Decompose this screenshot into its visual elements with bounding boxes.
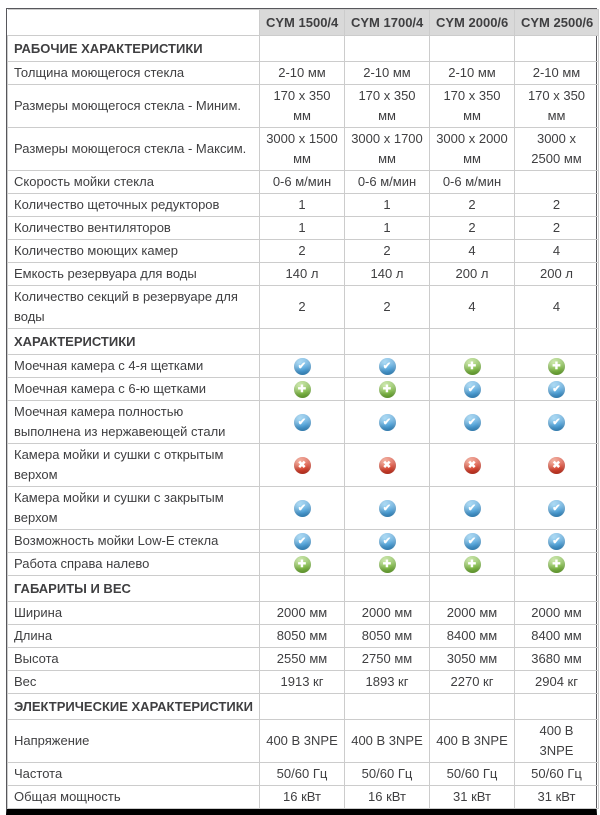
value-cell: 31 кВт [430, 786, 515, 809]
value-cell: 8400 мм [515, 625, 599, 648]
check-icon: ✔ [548, 381, 565, 398]
table-row [8, 194, 599, 217]
value-cell: 1 [260, 194, 345, 217]
row-label: Количество моющих камер [8, 240, 260, 263]
section-title: РАБОЧИЕ ХАРАКТЕРИСТИКИ [8, 36, 260, 62]
value-cell: 2 [260, 286, 345, 329]
check-icon: ✔ [548, 500, 565, 517]
value-cell: 2270 кг [430, 671, 515, 694]
value-cell: 2904 кг [515, 671, 599, 694]
status-cell [430, 378, 515, 401]
value-cell: 4 [430, 286, 515, 329]
status-cell [260, 355, 345, 378]
table-row [8, 355, 599, 378]
value-cell: 2-10 мм [260, 62, 345, 85]
check-icon: ✔ [379, 533, 396, 550]
status-cell [260, 378, 345, 401]
status-cell [430, 444, 515, 487]
value-cell: 2 [515, 194, 599, 217]
status-cell [515, 355, 599, 378]
status-cell [515, 530, 599, 553]
section-header-row [8, 576, 599, 602]
section-empty-cell [515, 36, 599, 62]
column-header-model-2: CYM 1700/4 [345, 10, 430, 36]
value-cell: 3000 х 2000 мм [430, 128, 515, 171]
section-empty-cell [260, 36, 345, 62]
row-label: Возможность мойки Low-E стекла [8, 530, 260, 553]
check-icon: ✔ [464, 381, 481, 398]
section-title: ГАБАРИТЫ И ВЕС [8, 576, 260, 602]
value-cell: 2 [430, 217, 515, 240]
row-label: Высота [8, 648, 260, 671]
check-icon: ✔ [548, 533, 565, 550]
status-cell [430, 355, 515, 378]
section-empty-cell [430, 329, 515, 355]
value-cell: 400 В 3NPE [260, 720, 345, 763]
cross-icon: ✖ [464, 457, 481, 474]
value-cell: 2550 мм [260, 648, 345, 671]
table-row [8, 378, 599, 401]
row-label: Камера мойки и сушки с открытым верхом [8, 444, 260, 487]
table-row [8, 763, 599, 786]
table-row [8, 625, 599, 648]
row-label: Емкость резервуара для воды [8, 263, 260, 286]
value-cell: 2 [515, 217, 599, 240]
column-header-model-1: CYM 1500/4 [260, 10, 345, 36]
table-header [8, 10, 599, 36]
table-row [8, 62, 599, 85]
row-label: Камера мойки и сушки с закрытым верхом [8, 487, 260, 530]
cross-icon: ✖ [379, 457, 396, 474]
value-cell: 1 [345, 194, 430, 217]
value-cell: 170 х 350 мм [260, 85, 345, 128]
value-cell: 8050 мм [260, 625, 345, 648]
section-empty-cell [345, 329, 430, 355]
row-label: Частота [8, 763, 260, 786]
table-row [8, 263, 599, 286]
value-cell: 2000 мм [515, 602, 599, 625]
table-row [8, 786, 599, 809]
value-cell: 400 В 3NPE [430, 720, 515, 763]
check-icon: ✔ [464, 414, 481, 431]
table-row [8, 171, 599, 194]
value-cell: 1913 кг [260, 671, 345, 694]
table-row [8, 671, 599, 694]
section-empty-cell [430, 36, 515, 62]
value-cell: 4 [430, 240, 515, 263]
section-header-row [8, 329, 599, 355]
value-cell: 50/60 Гц [260, 763, 345, 786]
value-cell: 1893 кг [345, 671, 430, 694]
table-row [8, 530, 599, 553]
status-cell [260, 553, 345, 576]
value-cell: 1 [260, 217, 345, 240]
row-label: Напряжение [8, 720, 260, 763]
row-label: Вес [8, 671, 260, 694]
table-row [8, 602, 599, 625]
value-cell: 3680 мм [515, 648, 599, 671]
section-title: ЭЛЕКТРИЧЕСКИЕ ХАРАКТЕРИСТИКИ [8, 694, 260, 720]
value-cell: 2 [345, 286, 430, 329]
row-label: Моечная камера полностью выполнена из нержавеющей стали [8, 401, 260, 444]
table-row [8, 720, 599, 763]
row-label: Общая мощность [8, 786, 260, 809]
status-cell [430, 487, 515, 530]
plus-icon: ✚ [294, 556, 311, 573]
value-cell: 2 [260, 240, 345, 263]
check-icon: ✔ [294, 533, 311, 550]
plus-icon: ✚ [548, 556, 565, 573]
check-icon: ✔ [548, 414, 565, 431]
status-cell [345, 553, 430, 576]
value-cell: 400 В 3NPE [515, 720, 599, 763]
status-cell [430, 401, 515, 444]
section-empty-cell [260, 329, 345, 355]
status-cell [345, 530, 430, 553]
status-cell [430, 553, 515, 576]
table-row [8, 240, 599, 263]
value-cell: 3000 х 1500 мм [260, 128, 345, 171]
check-icon: ✔ [294, 500, 311, 517]
row-label: Моечная камера с 4-я щетками [8, 355, 260, 378]
value-cell: 31 кВт [515, 786, 599, 809]
table-row [8, 128, 599, 171]
row-label: Количество щеточных редукторов [8, 194, 260, 217]
row-label: Длина [8, 625, 260, 648]
value-cell: 2-10 мм [345, 62, 430, 85]
value-cell: 16 кВт [345, 786, 430, 809]
row-label: Количество секций в резервуаре для воды [8, 286, 260, 329]
value-cell: 50/60 Гц [430, 763, 515, 786]
value-cell: 2000 мм [345, 602, 430, 625]
value-cell: 4 [515, 286, 599, 329]
value-cell: 4 [515, 240, 599, 263]
table-row [8, 401, 599, 444]
value-cell: 3000 х 2500 мм [515, 128, 599, 171]
status-cell [515, 401, 599, 444]
status-cell [515, 378, 599, 401]
spec-comparison-table [7, 9, 599, 809]
status-cell [260, 487, 345, 530]
check-icon: ✔ [464, 533, 481, 550]
value-cell: 400 В 3NPE [345, 720, 430, 763]
status-cell [345, 378, 430, 401]
status-cell [260, 401, 345, 444]
spec-table-wrapper [6, 8, 597, 815]
section-empty-cell [515, 576, 599, 602]
status-cell [345, 401, 430, 444]
value-cell: 8400 мм [430, 625, 515, 648]
row-label: Количество вентиляторов [8, 217, 260, 240]
row-label: Толщина моющегося стекла [8, 62, 260, 85]
plus-icon: ✚ [464, 556, 481, 573]
value-cell: 170 х 350 мм [345, 85, 430, 128]
corner-cell [8, 10, 260, 36]
value-cell: 170 х 350 мм [515, 85, 599, 128]
status-cell [260, 444, 345, 487]
row-label: Работа справа налево [8, 553, 260, 576]
status-cell [515, 444, 599, 487]
section-empty-cell [345, 36, 430, 62]
check-icon: ✔ [294, 358, 311, 375]
value-cell: 2 [345, 240, 430, 263]
column-header-model-4: CYM 2500/6 [515, 10, 599, 36]
value-cell: 0-6 м/мин [430, 171, 515, 194]
column-header-model-3: CYM 2000/6 [430, 10, 515, 36]
status-cell [345, 487, 430, 530]
value-cell: 200 л [430, 263, 515, 286]
row-label: Размеры моющегося стекла - Максим. [8, 128, 260, 171]
table-row [8, 553, 599, 576]
row-label: Скорость мойки стекла [8, 171, 260, 194]
table-row [8, 648, 599, 671]
value-cell: 140 л [345, 263, 430, 286]
value-cell: 16 кВт [260, 786, 345, 809]
value-cell: 2 [430, 194, 515, 217]
value-cell: 8050 мм [345, 625, 430, 648]
status-cell [515, 487, 599, 530]
section-header-row [8, 694, 599, 720]
check-icon: ✔ [379, 500, 396, 517]
section-empty-cell [515, 329, 599, 355]
row-label: Моечная камера с 6-ю щетками [8, 378, 260, 401]
value-cell: 2-10 мм [430, 62, 515, 85]
table-row [8, 444, 599, 487]
table-row [8, 487, 599, 530]
plus-icon: ✚ [379, 556, 396, 573]
check-icon: ✔ [379, 358, 396, 375]
value-cell: 2000 мм [430, 602, 515, 625]
value-cell: 200 л [515, 263, 599, 286]
table-row [8, 217, 599, 240]
model-header-row [8, 10, 599, 36]
table-body [8, 36, 599, 809]
table-row [8, 85, 599, 128]
value-cell: 2-10 мм [515, 62, 599, 85]
section-empty-cell [515, 694, 599, 720]
value-cell: 170 х 350 мм [430, 85, 515, 128]
check-icon: ✔ [379, 414, 396, 431]
value-cell: 3000 х 1700 мм [345, 128, 430, 171]
plus-icon: ✚ [294, 381, 311, 398]
check-icon: ✔ [464, 500, 481, 517]
value-cell: 1 [345, 217, 430, 240]
cross-icon: ✖ [548, 457, 565, 474]
section-empty-cell [260, 576, 345, 602]
row-label: Ширина [8, 602, 260, 625]
plus-icon: ✚ [548, 358, 565, 375]
plus-icon: ✚ [464, 358, 481, 375]
value-cell [515, 171, 599, 194]
value-cell: 50/60 Гц [515, 763, 599, 786]
section-empty-cell [345, 576, 430, 602]
value-cell: 0-6 м/мин [345, 171, 430, 194]
section-empty-cell [260, 694, 345, 720]
value-cell: 0-6 м/мин [260, 171, 345, 194]
value-cell: 2000 мм [260, 602, 345, 625]
status-cell [260, 530, 345, 553]
value-cell: 2750 мм [345, 648, 430, 671]
row-label: Размеры моющегося стекла - Миним. [8, 85, 260, 128]
status-cell [345, 355, 430, 378]
section-empty-cell [430, 694, 515, 720]
cross-icon: ✖ [294, 457, 311, 474]
section-header-row [8, 36, 599, 62]
section-empty-cell [430, 576, 515, 602]
status-cell [515, 553, 599, 576]
value-cell: 50/60 Гц [345, 763, 430, 786]
table-row [8, 286, 599, 329]
status-cell [345, 444, 430, 487]
value-cell: 3050 мм [430, 648, 515, 671]
section-title: ХАРАКТЕРИСТИКИ [8, 329, 260, 355]
plus-icon: ✚ [379, 381, 396, 398]
value-cell: 140 л [260, 263, 345, 286]
status-cell [430, 530, 515, 553]
check-icon: ✔ [294, 414, 311, 431]
section-empty-cell [345, 694, 430, 720]
